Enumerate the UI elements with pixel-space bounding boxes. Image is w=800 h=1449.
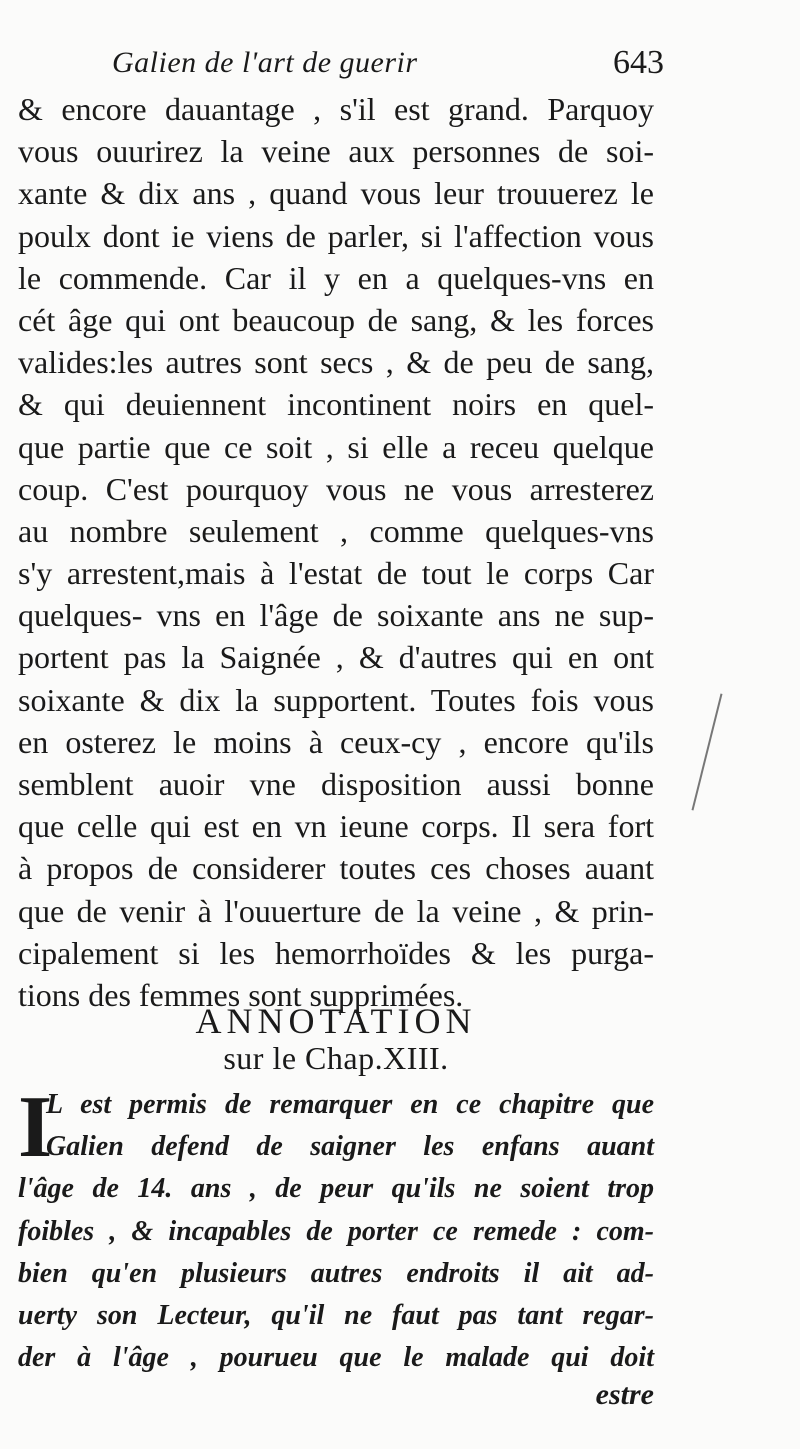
text-line: au nombre seulement , comme quelques-vns <box>18 512 654 549</box>
annotation-line: bien qu'en plusieurs autres endroits il ait ad- <box>18 1257 654 1289</box>
text-line: valides:les autres sont secs , & de peu de sang, <box>18 344 654 381</box>
text-line: que partie que ce soit , si elle a receu quelque <box>18 428 654 465</box>
text-line: tions des femmes sont supprimées. <box>18 976 464 1013</box>
text-line: en osterez le moins à ceux-cy , encore qu'ils <box>18 723 654 760</box>
text-line: que de venir à l'ouuerture de la veine , & prin- <box>18 892 654 929</box>
drop-cap: I <box>18 1079 53 1176</box>
text-line: coup. C'est pourquoy vous ne vous arresterez <box>18 470 654 507</box>
text-line: à propos de considerer toutes ces choses auant <box>18 850 654 887</box>
annotation-line: l'âge de 14. ans , de peur qu'ils ne soient trop <box>18 1173 654 1205</box>
annotation-line: L est permis de remarquer en ce chapitre que <box>46 1089 654 1120</box>
text-line: semblent auoir vne disposition aussi bonne <box>18 766 654 802</box>
catchword: estre <box>595 1378 654 1411</box>
annotation-line: foibles , & incapables de porter ce remede : com- <box>18 1215 654 1247</box>
text-line: & encore dauantage , s'il est grand. Parquoy <box>18 91 654 127</box>
annotation-line: Galien defend de saigner les enfans auant <box>46 1131 654 1163</box>
text-line: s'y arrestent,mais à l'estat de tout le corps Car <box>18 555 654 592</box>
margin-pencil-mark <box>692 694 723 811</box>
text-line: le commende. Car il y en a quelques-vns en <box>18 259 654 296</box>
annotation-heading: ANNOTATION <box>195 1001 477 1041</box>
text-line: xante & dix ans , quand vous leur trouuerez le <box>18 175 654 212</box>
page-number: 643 <box>613 44 664 81</box>
text-line: poulx dont ie viens de parler, si l'affection vous <box>18 217 654 254</box>
annotation-line: uerty son Lecteur, qu'il ne faut pas tant regar- <box>18 1299 654 1331</box>
chapter-body-text <box>18 88 654 1016</box>
text-line: que celle qui est en vn ieune corps. Il sera fort <box>18 808 654 845</box>
annotation-subheading: sur le Chap.XIII. <box>223 1040 449 1076</box>
text-line: cét âge qui ont beaucoup de sang, & les forces <box>18 301 654 338</box>
text-line: portent pas la Saignée , & d'autres qui en ont <box>18 639 654 676</box>
text-line: cipalement si les hemorrhoïdes & les purga- <box>18 934 654 971</box>
annotation-line: der à l'âge , pourueu que le malade qui doit <box>18 1342 654 1374</box>
text-line: & qui deuiennent incontinent noirs en quel- <box>18 386 654 423</box>
running-title: Galien de l'art de guerir <box>112 46 418 79</box>
text-line: vous ouurirez la veine aux personnes de soi- <box>18 133 654 170</box>
text-line: quelques- vns en l'âge de soixante ans ne sup- <box>18 597 654 634</box>
annotation-text <box>18 1079 654 1379</box>
page-header <box>112 44 672 88</box>
text-line: soixante & dix la supportent. Toutes fois vous <box>18 681 654 718</box>
